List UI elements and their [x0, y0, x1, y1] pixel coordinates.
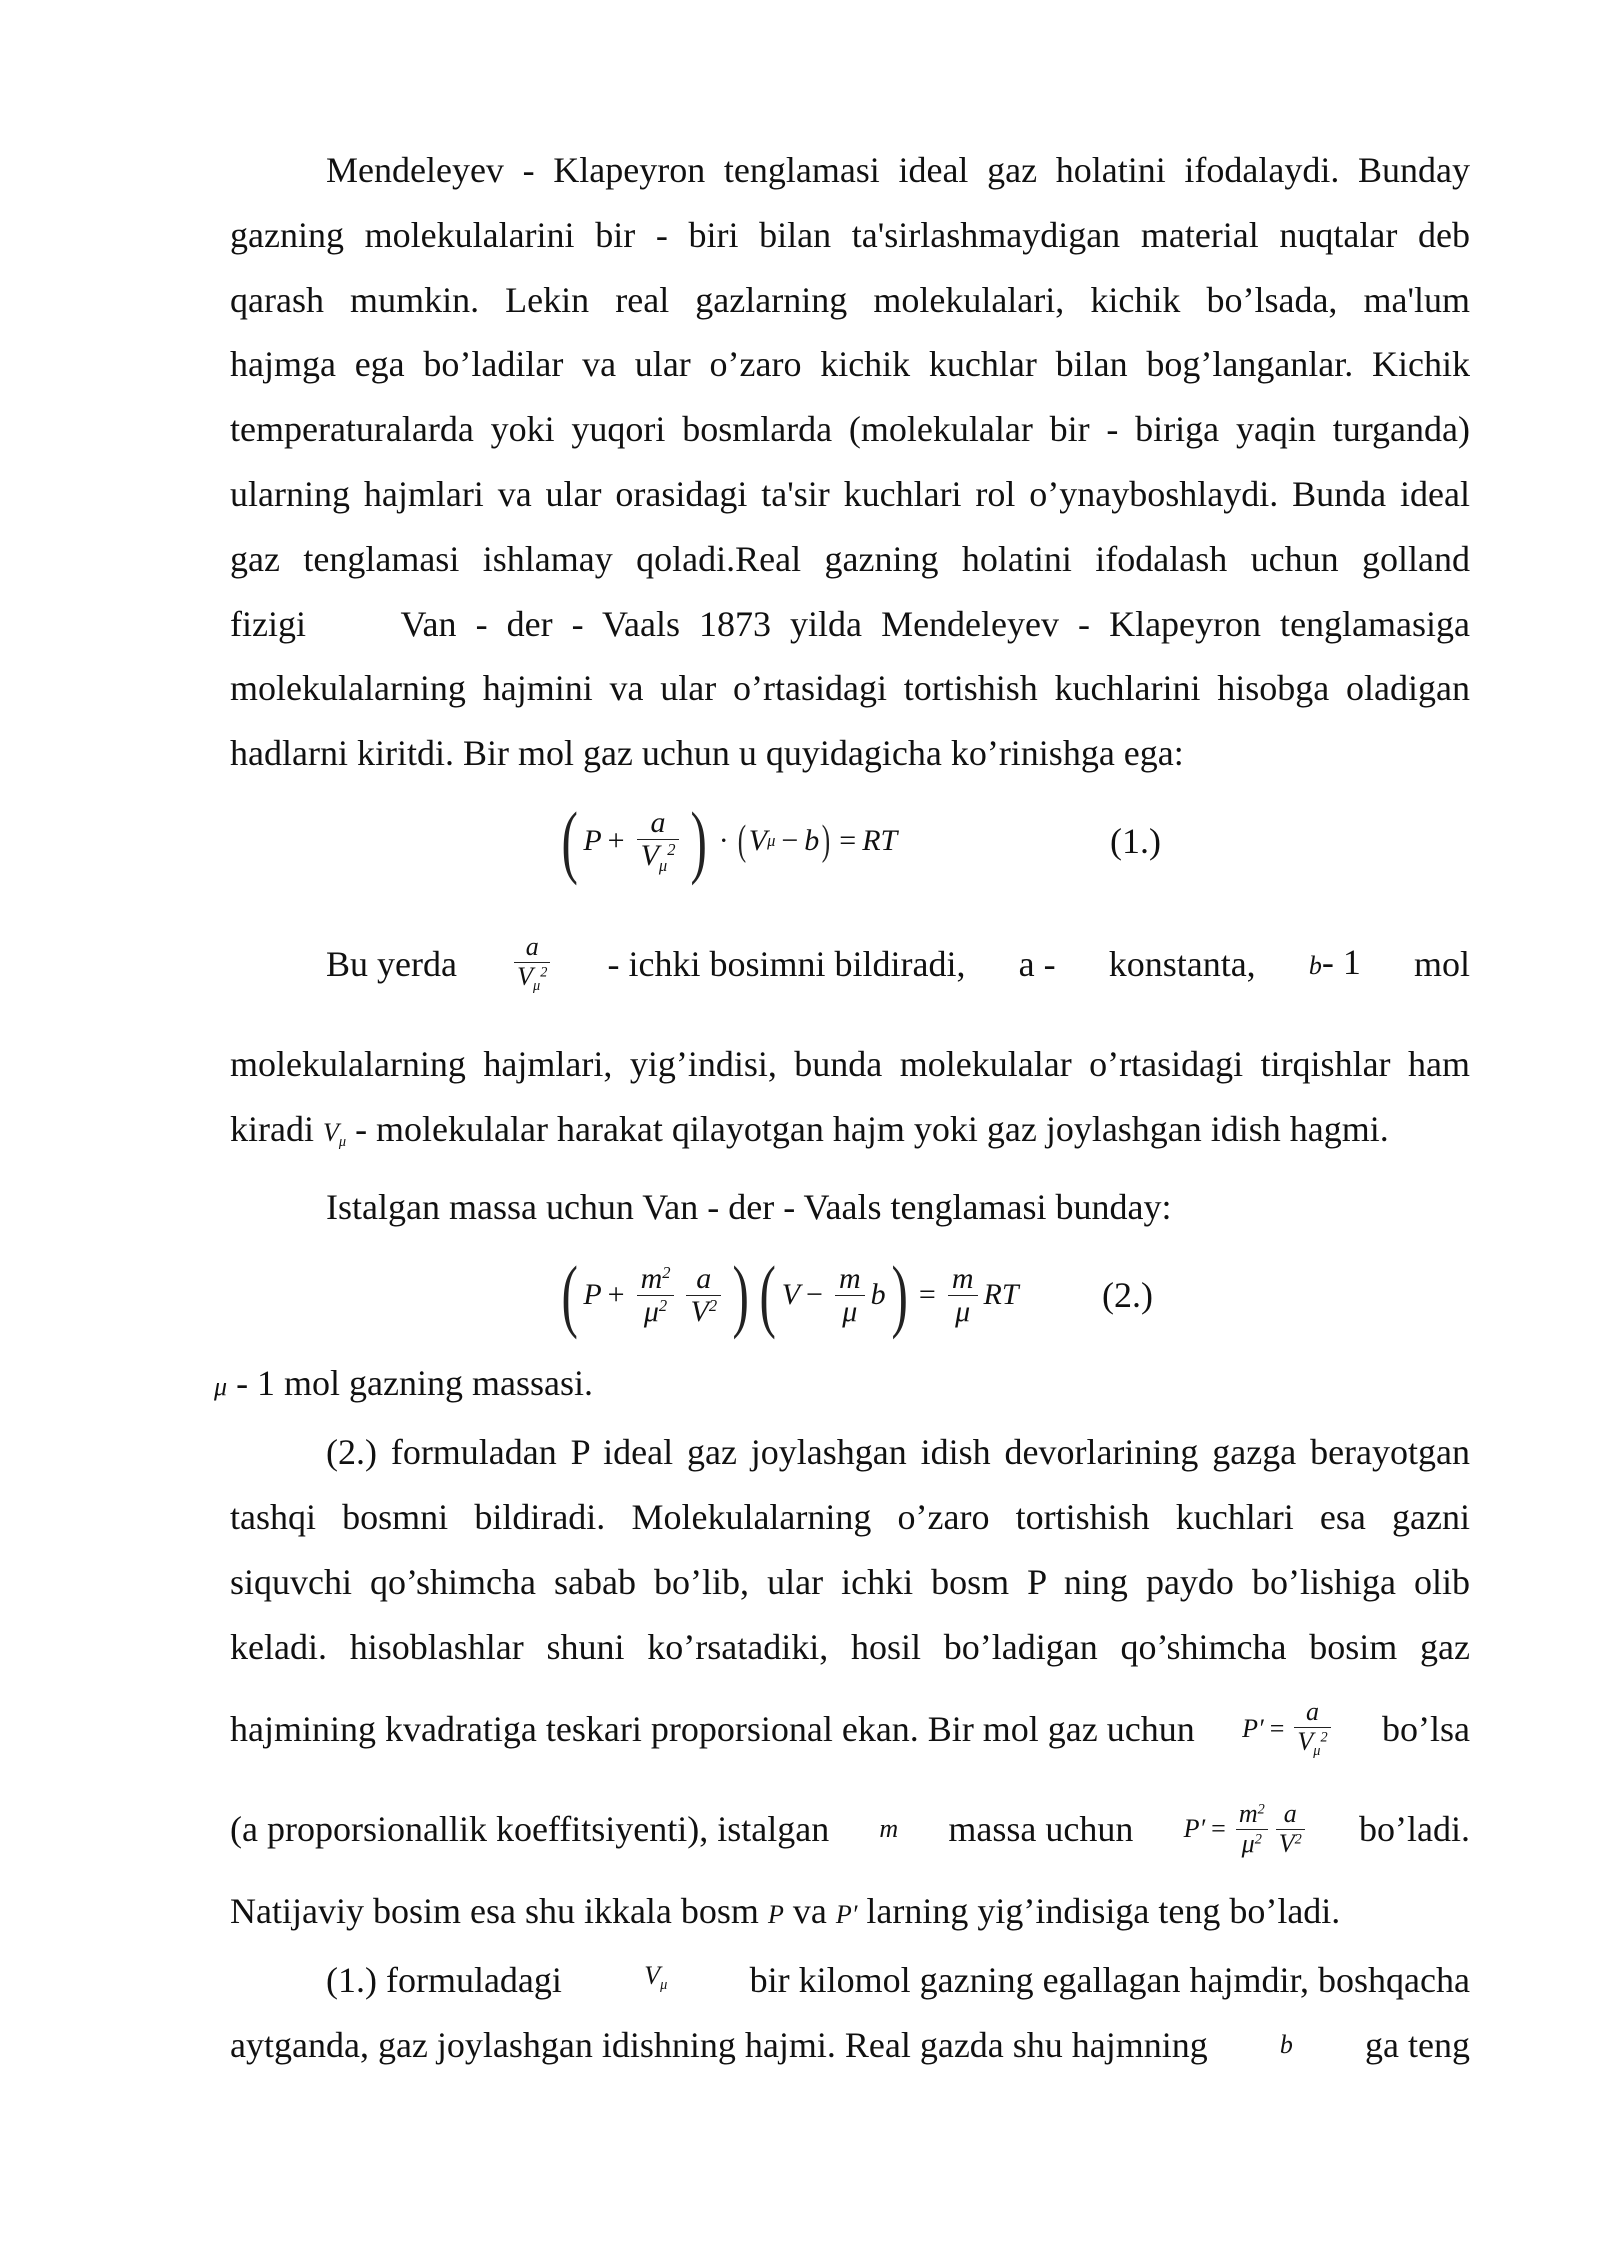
paragraph-line-yerda: Bu yerda $\frac{a}{V_\mu^2}$ - ichki bosimni bildiradi, a - konstanta, b- 1 mol: [326, 932, 1470, 995]
paragraph-line: hajmining kvadratiga teskari proporsional ekan. Bir mol gaz uchun P′ = $\frac{a}{V_\mu^2}$ bo’lsa: [230, 1697, 1470, 1760]
paragraph-line: μ - 1 mol gazning massasi.: [214, 1363, 594, 1404]
equation-1-body: ( P + $\frac{a}{V_\mu^2}$ ) · ( V μ − b ) = RT: [561, 794, 898, 886]
equation-1: [230, 786, 1470, 896]
paragraph-line: aytganda, gaz joylashgan idishning hajmi. Real gazda shu hajmning b ga teng: [230, 2024, 1470, 2065]
equation-2-body: ( P + $\frac{m^2}{\mu^2}$ $\frac{a}{V^2}$ ) ( V − $\frac{m}{\mu}$ b ) = $\frac{m}{\mu}$ RT: [561, 1249, 1019, 1341]
equation-2-number: (2.): [1102, 1274, 1153, 1315]
body-text: [214, 138, 1470, 2078]
equation-2: [230, 1239, 1470, 1351]
paragraph-line: ularning hajmlari va ular orasidagi ta'sir kuchlari rol o’ynayboshlaydi. Bunda ideal: [230, 473, 1470, 514]
paragraph-line: qarash mumkin. Lekin real gazlarning molekulalari, kichik bo’lsada, ma'lum: [230, 279, 1470, 320]
paragraph-line: gaz tenglamasi ishlamay qoladi.Real gazning holatini ifodalash uchun golland: [230, 538, 1470, 579]
paragraph-line: fizigi Van - der - Vaals 1873 yilda Mendeleyev - Klapeyron tenglamasiga: [230, 603, 1470, 644]
paragraph-line: hajmga ega bo’ladilar va ular o’zaro kichik kuchlar bilan bog’langanlar. Kichik: [230, 344, 1470, 385]
paragraph-line: siquvchi qo’shimcha sabab bo’lib, ular ichki bosm P ning paydo bo’lishiga olib: [230, 1561, 1470, 1602]
fraction-a-over-v2: $\frac{a}{V_\mu^2}$: [637, 807, 680, 874]
paragraph-line: (1.) formuladagi $V_\mu$ bir kilomol gazning egallagan hajmdir, boshqacha: [326, 1960, 1470, 2001]
paragraph-line: Mendeleyev - Klapeyron tenglamasi ideal gaz holatini ifodalaydi. Bunday: [326, 150, 1470, 190]
paragraph-line: tashqi bosmni bildiradi. Molekulalarning o’zaro tortishish kuchlari esa gazni: [230, 1496, 1470, 1537]
fraction-a-over-v2-inline: $\frac{a}{V_\mu^2}$: [514, 933, 550, 995]
equation-1-number: (1.): [1110, 820, 1161, 861]
paragraph-line: hadlarni kiritdi. Bir mol gaz uchun u quyidagicha ko’rinishga ega:: [230, 733, 1184, 774]
paragraph-line: Istalgan massa uchun Van - der - Vaals tenglamasi bunday:: [326, 1186, 1172, 1227]
paragraph-line: (2.) formuladan P ideal gaz joylashgan idish devorlarining gazga berayotgan: [326, 1432, 1470, 1473]
paragraph-line: kiradi $V_\mu$ - molekulalar harakat qilayotgan hajm yoki gaz joylashgan idish hagmi.: [230, 1108, 1389, 1150]
paragraph-line: gazning molekulalarini bir - biri bilan ta'sirlashmaydigan material nuqtalar deb: [230, 214, 1470, 255]
paragraph-line: (a proporsionallik koeffitsiyenti), istalgan m massa uchun P′ = $\frac{m^2}{\mu^2}$ $\frac{a}{V^2}$ bo’ladi.: [230, 1799, 1470, 1859]
paragraph-line: temperaturalarda yoki yuqori bosmlarda (molekulalar bir - biriga yaqin turganda): [230, 409, 1470, 450]
paragraph-line: Natijaviy bosim esa shu ikkala bosm P va P′ larning yig’indisiga teng bo’ladi.: [230, 1891, 1341, 1932]
paragraph-line: molekulalarning hajmlari, yig’indisi, bunda molekulalar o’rtasidagi tirqishlar ham: [230, 1043, 1470, 1084]
paragraph-line: keladi. hisoblashlar shuni ko’rsatadiki, hosil bo’ladigan qo’shimcha bosim gaz: [230, 1626, 1470, 1667]
paragraph-line: molekulalarning hajmini va ular o’rtasidagi tortishish kuchlarini hisobga oladigan: [230, 668, 1470, 709]
